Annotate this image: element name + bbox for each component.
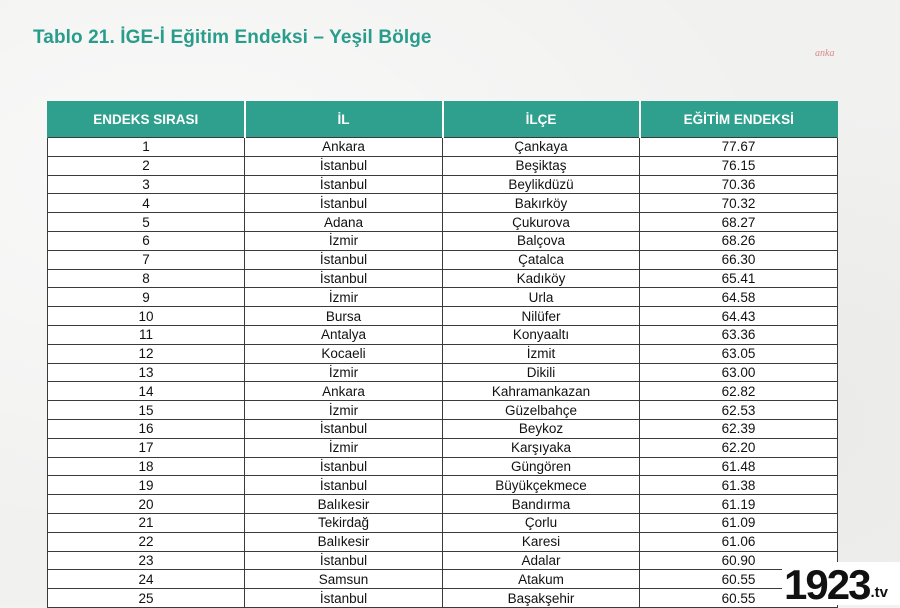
cell-district: Karesi <box>443 532 640 551</box>
cell-index: 61.38 <box>640 476 838 495</box>
cell-district: Çatalca <box>443 250 640 269</box>
cell-district: Güngören <box>443 457 640 476</box>
table-row <box>48 570 838 589</box>
cell-index: 77.67 <box>640 138 838 157</box>
cell-district: Atakum <box>443 570 640 589</box>
table-row <box>48 269 838 288</box>
channel-logo <box>782 561 900 608</box>
table-row <box>48 419 838 438</box>
cell-district: Çorlu <box>443 513 640 532</box>
table-row <box>48 476 838 495</box>
cell-index: 61.48 <box>640 457 838 476</box>
cell-rank: 13 <box>48 363 245 382</box>
cell-rank: 25 <box>48 589 245 608</box>
cell-rank: 24 <box>48 570 245 589</box>
table-header-row <box>48 101 838 138</box>
cell-rank: 14 <box>48 382 245 401</box>
cell-district: Nilüfer <box>443 307 640 326</box>
cell-index: 60.55 <box>640 589 838 608</box>
cell-index: 70.32 <box>640 194 838 213</box>
cell-rank: 3 <box>48 175 245 194</box>
cell-district: Konyaaltı <box>443 325 640 344</box>
cell-province: Samsun <box>245 570 443 589</box>
cell-rank: 16 <box>48 419 245 438</box>
cell-district: Urla <box>443 288 640 307</box>
cell-province: İzmir <box>245 231 443 250</box>
cell-index: 62.20 <box>640 438 838 457</box>
cell-index: 61.19 <box>640 495 838 514</box>
table-row <box>48 307 838 326</box>
cell-district: Güzelbahçe <box>443 401 640 420</box>
table-row <box>48 532 838 551</box>
cell-index: 61.09 <box>640 513 838 532</box>
table-row <box>48 156 838 175</box>
cell-district: Beylikdüzü <box>443 175 640 194</box>
cell-district: İzmit <box>443 344 640 363</box>
cell-index: 64.43 <box>640 307 838 326</box>
column-header-district: İLÇE <box>443 101 640 138</box>
cell-district: Çankaya <box>443 138 640 157</box>
cell-index: 61.06 <box>640 532 838 551</box>
cell-province: İzmir <box>245 363 443 382</box>
cell-index: 76.15 <box>640 156 838 175</box>
cell-rank: 7 <box>48 250 245 269</box>
cell-rank: 9 <box>48 288 245 307</box>
cell-index: 62.53 <box>640 401 838 420</box>
cell-rank: 17 <box>48 438 245 457</box>
cell-district: Beykoz <box>443 419 640 438</box>
cell-province: Ankara <box>245 138 443 157</box>
cell-rank: 6 <box>48 231 245 250</box>
table-row <box>48 344 838 363</box>
cell-district: Balçova <box>443 231 640 250</box>
logo-suffix: .tv <box>870 584 888 601</box>
cell-index: 70.36 <box>640 175 838 194</box>
cell-district: Bandırma <box>443 495 640 514</box>
cell-index: 68.27 <box>640 213 838 232</box>
cell-rank: 11 <box>48 325 245 344</box>
cell-province: İzmir <box>245 288 443 307</box>
cell-index: 64.58 <box>640 288 838 307</box>
cell-province: İstanbul <box>245 551 443 570</box>
table-row <box>48 288 838 307</box>
cell-district: Kadıköy <box>443 269 640 288</box>
cell-district: Dikili <box>443 363 640 382</box>
education-index-table <box>47 101 838 608</box>
table-row <box>48 401 838 420</box>
cell-rank: 10 <box>48 307 245 326</box>
table-row <box>48 250 838 269</box>
cell-index: 60.90 <box>640 551 838 570</box>
cell-district: Karşıyaka <box>443 438 640 457</box>
cell-index: 65.41 <box>640 269 838 288</box>
cell-district: Beşiktaş <box>443 156 640 175</box>
cell-rank: 2 <box>48 156 245 175</box>
cell-rank: 15 <box>48 401 245 420</box>
cell-district: Başakşehir <box>443 589 640 608</box>
table-row <box>48 175 838 194</box>
cell-district: Bakırköy <box>443 194 640 213</box>
cell-rank: 1 <box>48 138 245 157</box>
table-row <box>48 213 838 232</box>
watermark: anka <box>815 48 835 59</box>
cell-rank: 4 <box>48 194 245 213</box>
cell-district: Çukurova <box>443 213 640 232</box>
cell-index: 63.05 <box>640 344 838 363</box>
cell-index: 63.00 <box>640 363 838 382</box>
cell-province: Balıkesir <box>245 532 443 551</box>
cell-rank: 19 <box>48 476 245 495</box>
table-row <box>48 457 838 476</box>
table-row <box>48 513 838 532</box>
cell-rank: 18 <box>48 457 245 476</box>
table-row <box>48 551 838 570</box>
cell-index: 63.36 <box>640 325 838 344</box>
cell-province: Bursa <box>245 307 443 326</box>
table-row <box>48 194 838 213</box>
cell-province: Tekirdağ <box>245 513 443 532</box>
cell-index: 68.26 <box>640 231 838 250</box>
column-header-rank: ENDEKS SIRASI <box>48 101 245 138</box>
cell-province: İstanbul <box>245 175 443 194</box>
cell-province: Antalya <box>245 325 443 344</box>
cell-rank: 12 <box>48 344 245 363</box>
logo-text: 1923 <box>784 561 870 608</box>
cell-rank: 5 <box>48 213 245 232</box>
table-body <box>48 138 838 608</box>
table-row <box>48 231 838 250</box>
cell-province: İstanbul <box>245 250 443 269</box>
table-row <box>48 382 838 401</box>
cell-province: İstanbul <box>245 476 443 495</box>
cell-province: Balıkesir <box>245 495 443 514</box>
cell-district: Adalar <box>443 551 640 570</box>
cell-rank: 8 <box>48 269 245 288</box>
cell-province: İstanbul <box>245 269 443 288</box>
cell-index: 60.55 <box>640 570 838 589</box>
cell-district: Kahramankazan <box>443 382 640 401</box>
cell-province: İstanbul <box>245 194 443 213</box>
cell-district: Büyükçekmece <box>443 476 640 495</box>
cell-rank: 22 <box>48 532 245 551</box>
cell-province: İstanbul <box>245 589 443 608</box>
table-row <box>48 438 838 457</box>
cell-province: Kocaeli <box>245 344 443 363</box>
cell-province: Adana <box>245 213 443 232</box>
cell-province: İzmir <box>245 438 443 457</box>
table-row <box>48 495 838 514</box>
cell-index: 66.30 <box>640 250 838 269</box>
page-title: Tablo 21. İGE-İ Eğitim Endeksi – Yeşil Bölge <box>33 27 432 48</box>
cell-index: 62.82 <box>640 382 838 401</box>
cell-rank: 23 <box>48 551 245 570</box>
cell-province: İstanbul <box>245 419 443 438</box>
cell-rank: 20 <box>48 495 245 514</box>
column-header-province: İL <box>245 101 443 138</box>
cell-index: 62.39 <box>640 419 838 438</box>
cell-rank: 21 <box>48 513 245 532</box>
table-row <box>48 363 838 382</box>
cell-province: İstanbul <box>245 156 443 175</box>
cell-province: Ankara <box>245 382 443 401</box>
column-header-index: EĞİTİM ENDEKSİ <box>640 101 838 138</box>
table-row <box>48 325 838 344</box>
cell-province: İzmir <box>245 401 443 420</box>
cell-province: İstanbul <box>245 457 443 476</box>
table-row <box>48 138 838 157</box>
